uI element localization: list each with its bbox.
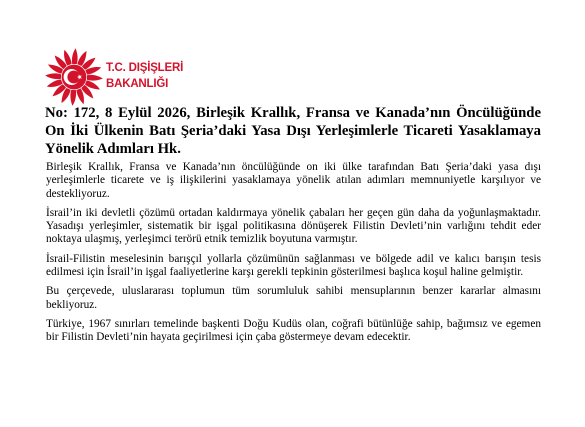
paragraph — [46, 161, 541, 201]
paragraph — [46, 207, 541, 247]
ministry-name-line2: BAKANLIĞI — [106, 78, 169, 90]
ministry-emblem-icon — [44, 47, 104, 107]
emblem-ray — [72, 48, 78, 64]
text-line: Türkiye, 1967 sınırları temelinde başkenti Doğu Kudüs olan, coğrafi bütünlüğe sahip, bağımsız ve egemen — [46, 317, 541, 330]
title-line: Yönelik Adımları Hk. — [45, 141, 181, 157]
text-line: bekliyoruz. — [46, 298, 98, 311]
text-line: Bu çerçevede, uluslararası toplumun tüm sorumluluk sahibi mensuplarının benzer kararlar almasını — [46, 285, 541, 298]
text-line: İsrail-Filistin meselesinin barışçıl yollarla çözümünün sağlanması ve bölgede adil ve kalıcı barışın tesis — [46, 252, 541, 265]
ministry-name-line1: T.C. DIŞİŞLERİ — [106, 62, 184, 74]
text-line: Birleşik Krallık, Fransa ve Kanada’nın öncülüğünde on iki ülke tarafından Batı Şeria’daki yasa dışı — [46, 161, 541, 173]
text-line: edilmesi için İsrail’in işgal faaliyetlerine karşı gerekli tepkinin gösterilmesi başlıca koşul haline gelmiştir. — [46, 266, 524, 279]
press-release-title — [45, 104, 541, 158]
ministry-name — [106, 60, 183, 92]
text-line: yerleşimlerle ticarete ve iş ilişkilerini yasaklamaya yönelik atılan adımları memnuniyetle karşılıyor ve — [46, 174, 541, 187]
emblem-ray — [87, 75, 103, 81]
paragraph — [46, 253, 541, 280]
text-line: Yasadışı yerleşimler, sistematik bir işgal politikasına dönüşerek Filistin Devleti’nin varlığını tehdit eder — [46, 220, 541, 233]
text-line: destekliyoruz. — [46, 187, 110, 200]
text-line: İsrail’in iki devletli çözümü ortadan kaldırmaya yönelik çabaları her geçen gün daha da yoğunlaşmaktadır. — [46, 206, 541, 219]
text-line: bir Filistin Devleti’nin hayata geçirilmesi için çaba göstermeye devam edecektir. — [46, 331, 411, 344]
title-line: No: 172, 8 Eylül 2026, Birleşik Krallık, Fransa ve Kanada’nın Öncülüğünde — [45, 105, 541, 121]
title-line: On İki Ülkenin Batı Şeria’daki Yasa Dışı Yerleşimlerle Ticareti Yasaklamaya — [45, 123, 541, 139]
paragraph — [46, 318, 541, 345]
text-line: noktaya ulaşmış, yerleşimci terörü etnik temizlik boyutuna varmıştır. — [46, 233, 358, 246]
emblem-ray — [45, 73, 61, 79]
press-release-body — [46, 161, 541, 351]
paragraph — [46, 285, 541, 312]
